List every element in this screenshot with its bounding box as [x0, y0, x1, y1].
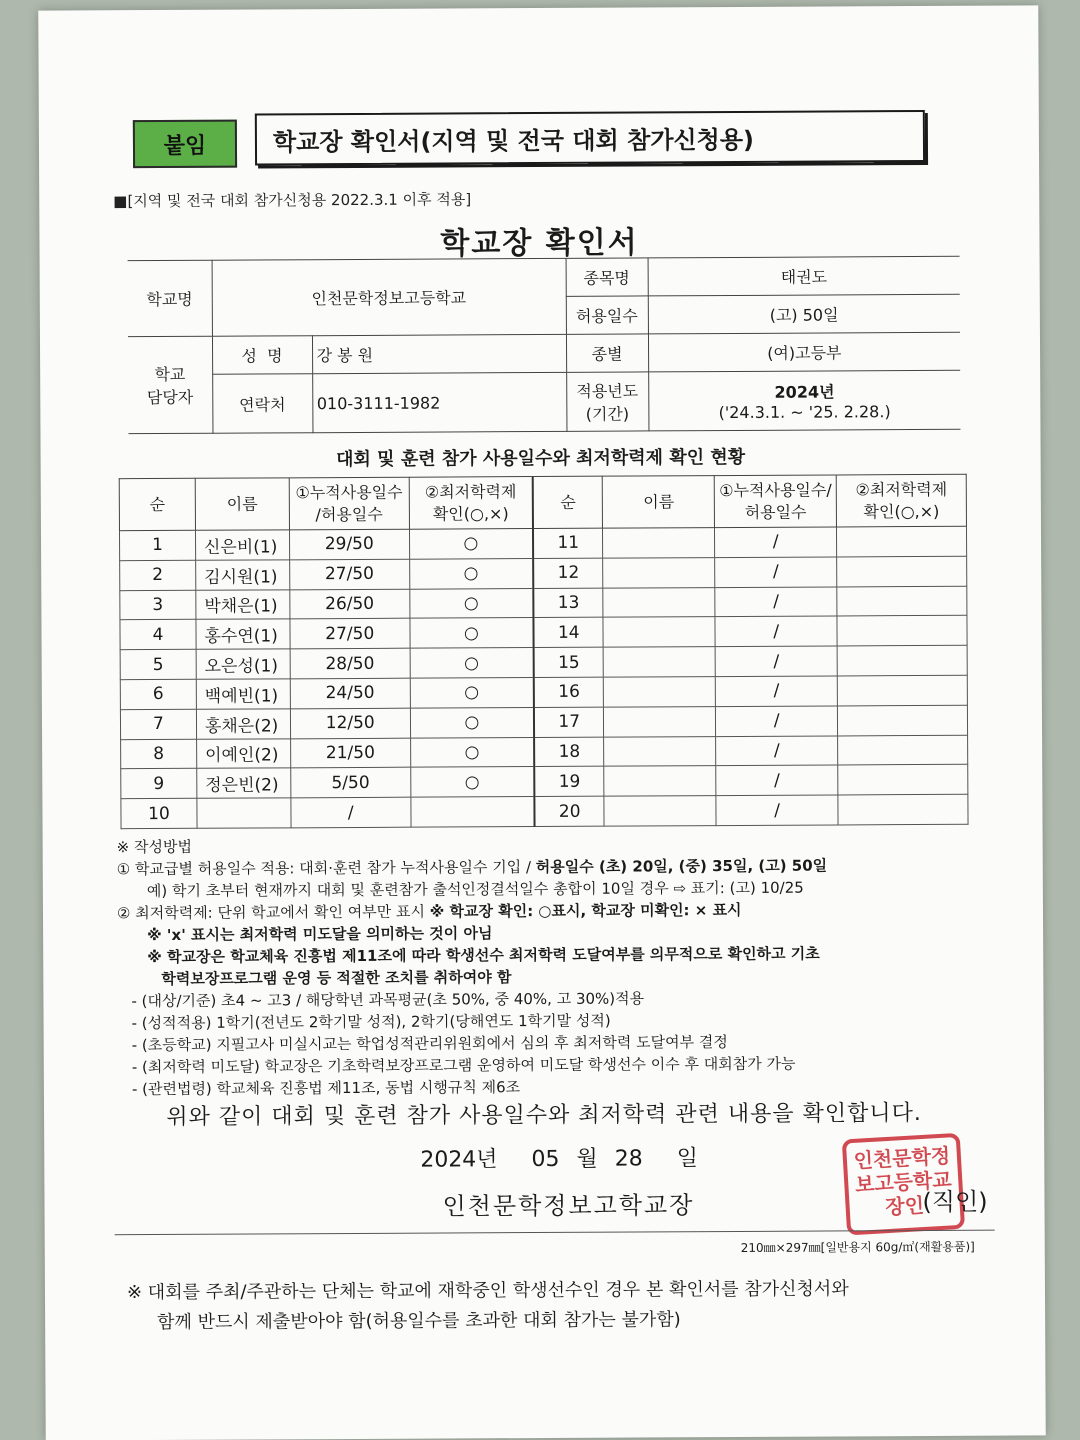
note-2b: ※ 학교장 확인: ○표시, 학교장 미확인: × 표시: [429, 900, 742, 921]
note-1c: 예) 학기 초부터 현재까지 대회 및 훈련참가 출석인정결석일수 총합이 10일 경우 ⇨ 표기: (고) 10/25: [146, 878, 804, 901]
student-name: 이예인(2): [196, 738, 290, 768]
col-name-left: 이름: [195, 478, 289, 530]
row-no: 13: [533, 588, 603, 618]
row-no: 17: [534, 707, 604, 737]
table-row: [120, 556, 967, 590]
min-academic-check: ○: [410, 767, 534, 797]
submission-note-line1: ※ 대회를 주최/주관하는 단체는 학교에 재학중인 학생선수인 경우 본 확인서를 참가신청서와: [126, 1278, 849, 1304]
min-academic-check: ○: [410, 707, 534, 737]
notes-title: ※ 작성방법: [116, 837, 192, 857]
document-title: 학교장 확인서: [440, 225, 639, 262]
student-name: [603, 587, 715, 617]
min-academic-check: [411, 797, 535, 827]
used-days: /: [715, 587, 837, 617]
student-name: 홍채은(2): [196, 709, 290, 739]
note-4a: ※ 학교장은 학교체육 진흥법 제11조에 따라 학생선수 최저학력 도달여부를 의무적으로 확인하고 기초: [147, 944, 820, 967]
used-days: /: [715, 557, 837, 587]
note-7: - (초등학교) 지필고사 미실시교는 학업성적관리위원회에서 심의 후 최저학력 도달여부 결정: [131, 1033, 728, 1055]
row-no: 11: [533, 528, 603, 558]
col-check-left: [409, 477, 533, 530]
person-label: 성 명: [212, 336, 312, 375]
student-name: [604, 736, 716, 766]
used-days: /: [716, 795, 838, 825]
year-value-cell: [648, 370, 960, 431]
row-no: 2: [120, 560, 196, 590]
event-label: 종목명: [566, 258, 648, 296]
year-label: [566, 372, 648, 431]
min-academic-check: ○: [410, 737, 534, 767]
attachment-badge: 붙임: [133, 120, 237, 169]
row-no: 19: [534, 767, 604, 797]
phone-value: 010-3111-1982: [312, 372, 566, 432]
phone-label: 연락처: [212, 374, 312, 434]
row-no: 9: [121, 769, 197, 799]
student-name: [604, 647, 716, 677]
col-no-left: 순: [119, 478, 195, 530]
used-days: 24/50: [290, 678, 410, 708]
document-page: [38, 5, 1045, 1440]
used-days: /: [291, 797, 411, 827]
note-8: - (최저학력 미도달) 학교장은 기초학력보장프로그램 운영하여 미도달 학생선수 이수 후 대회참가 가능: [131, 1054, 796, 1077]
submission-note: [127, 1274, 987, 1339]
used-days: /: [716, 736, 838, 766]
used-days: 26/50: [290, 589, 410, 619]
category-label: 종별: [566, 334, 648, 372]
seal-mark: (직인): [922, 1187, 988, 1217]
table-row: [119, 526, 966, 560]
row-no: 14: [533, 618, 603, 648]
col-check-left-line2: 확인(○,×): [432, 503, 509, 524]
min-academic-check: [838, 705, 968, 735]
min-academic-check: [838, 765, 968, 795]
used-days: /: [715, 527, 837, 557]
min-academic-check: [837, 616, 967, 646]
note-1b: 허용일수 (초) 20일, (중) 35일, (고) 50일: [535, 856, 828, 877]
used-days: 29/50: [289, 529, 409, 559]
allowed-days-label: 허용일수: [566, 296, 648, 334]
student-name: [197, 798, 291, 828]
allowed-days-value: (고) 50일: [648, 294, 960, 334]
row-no: 20: [534, 796, 604, 826]
row-no: 10: [121, 798, 197, 828]
col-check-right-line1: ②최저학력제: [855, 479, 948, 500]
header-title: 학교장 확인서(지역 및 전국 대회 참가신청용): [255, 110, 925, 166]
note-2a: ② 최저학력제: 단위 학교에서 확인 여부만 표시: [116, 902, 430, 923]
row-no: 15: [534, 647, 604, 677]
year-label-line2: (기간): [585, 404, 630, 424]
paper-spec: 210㎜×297㎜[일반용지 60g/㎡(재활용품)]: [740, 1239, 975, 1255]
student-name: 박채은(1): [196, 589, 290, 619]
period-value: ('24.3.1. ~ '25. 2.28.): [718, 402, 891, 423]
used-days: 5/50: [291, 768, 411, 798]
col-days-left-line2: /허용일수: [315, 504, 383, 524]
event-value: 태권도: [648, 256, 960, 296]
used-days: /: [716, 706, 838, 736]
row-no: 4: [120, 620, 196, 650]
student-name: [604, 706, 716, 736]
student-name: [604, 677, 716, 707]
writing-instructions: [117, 832, 998, 1101]
min-academic-check: [838, 794, 968, 824]
min-academic-check: ○: [410, 618, 534, 648]
table-row: [121, 735, 968, 769]
col-no-right: 순: [533, 476, 603, 528]
applicability-note: ■[지역 및 전국 대회 참가신청용 2022.3.1 이후 적용]: [113, 190, 472, 211]
year-value: 2024년: [774, 382, 835, 402]
student-name: 신은비(1): [195, 530, 289, 560]
table-row: [120, 645, 967, 679]
col-days-right: [714, 475, 836, 528]
used-days: 28/50: [290, 648, 410, 678]
used-days: /: [715, 646, 837, 676]
row-no: 8: [121, 739, 197, 769]
roster-header-row: [119, 474, 966, 530]
used-days: 21/50: [290, 738, 410, 768]
min-academic-check: ○: [409, 588, 533, 618]
note-9: - (관련법령) 학교체육 진흥법 제11조, 동법 시행규칙 제6조: [131, 1078, 521, 1099]
col-name-right: 이름: [603, 476, 715, 529]
used-days: 27/50: [289, 559, 409, 589]
status-section-title: 대회 및 훈련 참가 사용일수와 최저학력제 확인 현황: [336, 446, 746, 471]
col-days-left: [289, 477, 409, 530]
col-check-right: [836, 474, 966, 527]
used-days: /: [716, 765, 838, 795]
table-row: [120, 616, 967, 650]
row-no: 18: [534, 737, 604, 767]
col-check-left-line1: ②최저학력제: [424, 482, 517, 502]
contact-label: [128, 336, 213, 433]
row-no: 1: [119, 530, 195, 560]
contact-label-line1: 학교: [154, 364, 186, 385]
contact-label-line2: 담당자: [146, 387, 194, 408]
row-no: 6: [120, 679, 196, 709]
row-no: 7: [120, 709, 196, 739]
category-value: (여)고등부: [648, 332, 960, 372]
col-days-right-line2: 허용일수: [744, 502, 807, 522]
table-row: [121, 765, 968, 799]
min-academic-check: [837, 556, 967, 586]
principal-title: 인천문학정보고학교장: [442, 1191, 695, 1221]
row-no: 12: [533, 558, 603, 588]
used-days: 27/50: [290, 619, 410, 649]
min-academic-check: ○: [409, 529, 533, 559]
student-name: 오은성(1): [196, 649, 290, 679]
student-name: [603, 617, 715, 647]
info-table: [128, 256, 961, 434]
min-academic-check: ○: [410, 648, 534, 678]
roster-table: [119, 474, 969, 829]
note-3: ※ 'x' 표시는 최저학력 미도달을 의미하는 것이 아님: [147, 924, 493, 945]
table-row: [120, 675, 967, 709]
min-academic-check: ○: [410, 678, 534, 708]
col-days-left-line1: ①누적사용일수: [295, 482, 403, 503]
school-label: 학교명: [128, 260, 212, 336]
school-name: 인천문학정보고등학교: [212, 258, 566, 336]
min-academic-check: [837, 526, 967, 556]
issue-date: 2024년 05 월 28 일: [420, 1146, 699, 1173]
used-days: /: [715, 616, 837, 646]
col-days-right-line1: ①누적사용일수/: [719, 480, 832, 500]
used-days: 12/50: [290, 708, 410, 738]
student-name: [604, 766, 716, 796]
min-academic-check: [837, 586, 967, 616]
row-no: 5: [120, 649, 196, 679]
table-row: [120, 705, 967, 739]
student-name: [603, 557, 715, 587]
row-no: 16: [534, 677, 604, 707]
submission-note-line2: 함께 반드시 제출받아야 함(허용일수를 초과한 대회 참가는 불가함): [157, 1309, 681, 1334]
table-row: [120, 586, 967, 620]
year-label-line1: 적용년도: [576, 381, 639, 401]
student-name: 정은빈(2): [197, 768, 291, 798]
used-days: /: [716, 676, 838, 706]
confirmation-statement: 위와 같이 대회 및 훈련 참가 사용일수와 최저학력 관련 내용을 확인합니다.: [166, 1101, 922, 1130]
person-value: 강 봉 원: [312, 334, 566, 373]
student-name: 김시원(1): [196, 560, 290, 590]
note-6: - (성적적용) 1학기(전년도 2학기말 성적), 2학기(당해연도 1학기말 성적): [131, 1011, 611, 1033]
official-seal: 인천문학정보고등학교장인: [842, 1133, 965, 1236]
col-check-right-line2: 확인(○,×): [863, 501, 940, 521]
table-row: [121, 794, 968, 828]
student-name: [603, 528, 715, 558]
row-no: 3: [120, 590, 196, 620]
student-name: 백예빈(1): [196, 679, 290, 709]
min-academic-check: [838, 735, 968, 765]
student-name: 홍수연(1): [196, 619, 290, 649]
header-row: [133, 110, 925, 170]
min-academic-check: ○: [409, 558, 533, 588]
note-4b: 학력보장프로그램 운영 등 적절한 조치를 취하여야 함: [161, 968, 512, 988]
student-name: [604, 796, 716, 826]
note-1a: ① 학교급별 허용일수 적용: 대회·훈련 참가 누적사용일수 기입 /: [116, 858, 536, 879]
note-5: - (대상/기준) 초4 ~ 고3 / 해당학년 과목평균(초 50%, 중 40%, 고 30%)적용: [131, 989, 645, 1011]
min-academic-check: [837, 675, 967, 705]
min-academic-check: [837, 645, 967, 675]
